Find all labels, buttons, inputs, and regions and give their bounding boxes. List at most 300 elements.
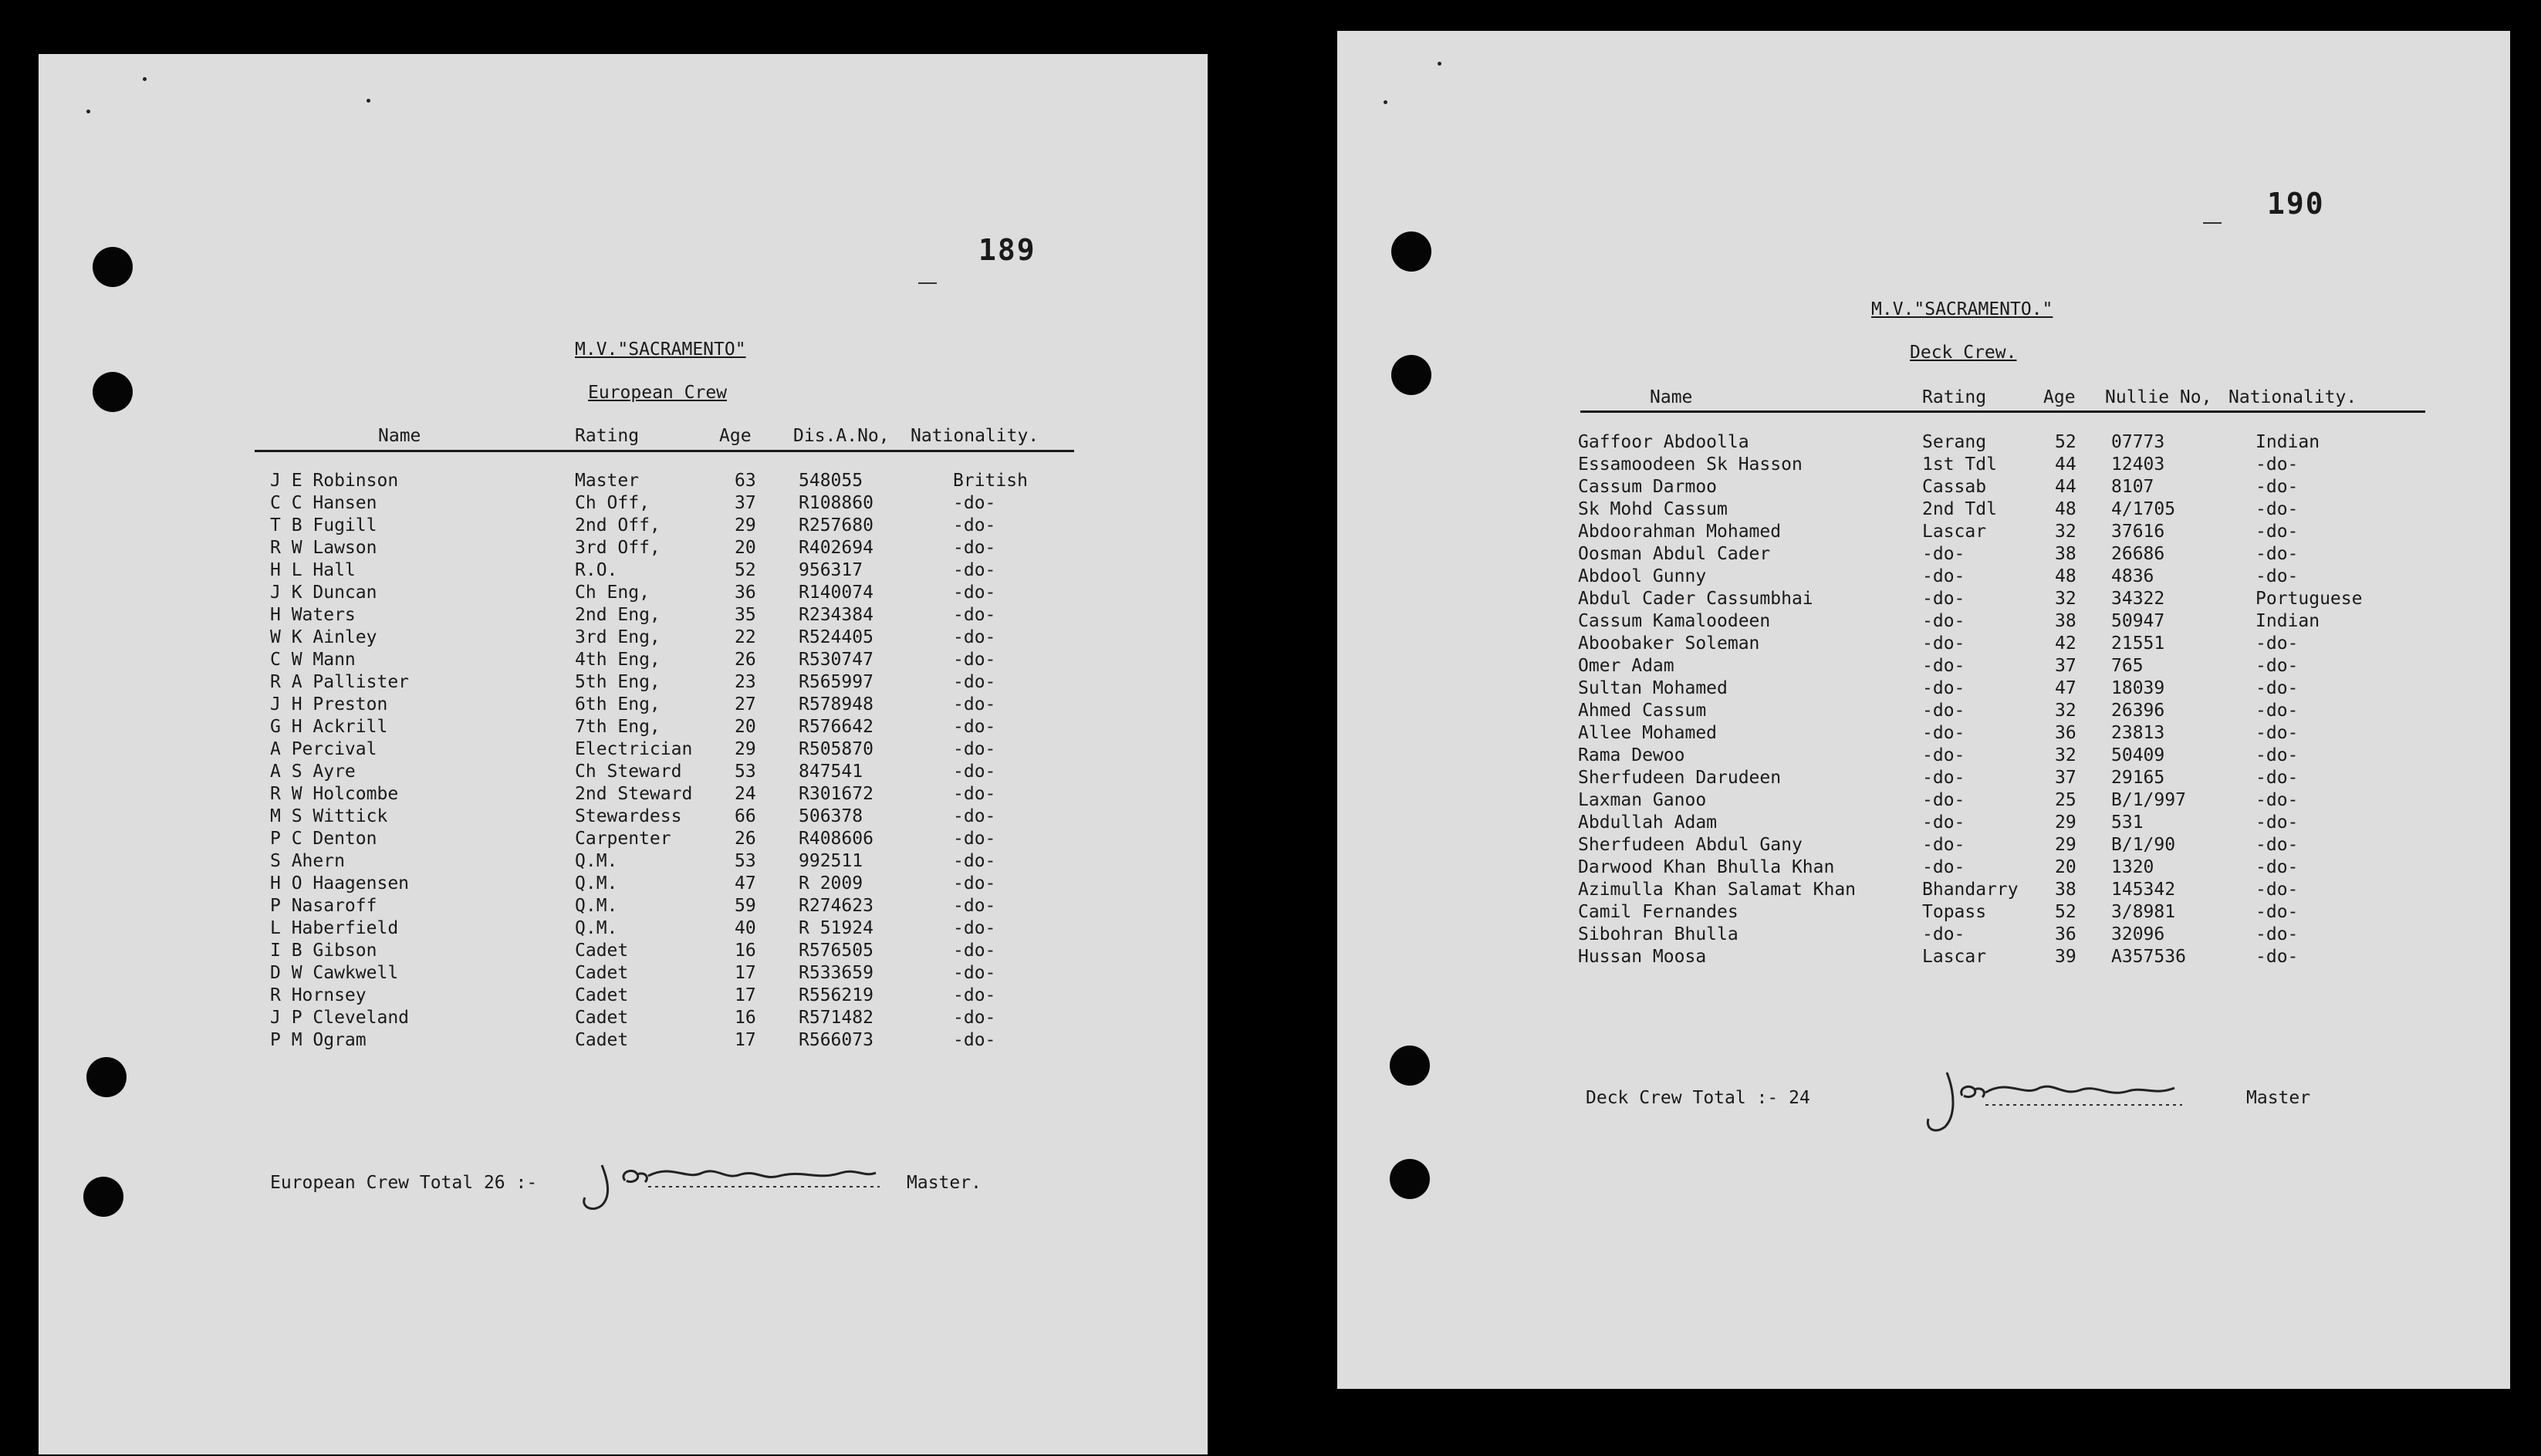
cell-age: 29 — [2055, 812, 2076, 833]
speck — [86, 110, 90, 113]
cell-age: 27 — [735, 694, 756, 714]
cell-name: Sherfudeen Darudeen — [1578, 768, 1782, 788]
cell-nationality: -do- — [953, 784, 996, 804]
cell-name: P Nasaroff — [270, 896, 377, 916]
cell-rating: 2nd Eng, — [575, 605, 661, 625]
table-row — [1337, 454, 2510, 477]
cell-number: 4836 — [2111, 566, 2154, 586]
cell-number: 531 — [2111, 812, 2144, 833]
cell-number: R274623 — [799, 896, 873, 916]
cell-nationality: -do- — [953, 1008, 996, 1028]
cell-name: J P Cleveland — [270, 1008, 410, 1028]
speck — [1438, 62, 1441, 66]
cell-name: M S Wittick — [270, 806, 388, 826]
cell-rating: Q.M. — [575, 851, 618, 871]
cell-rating: 1st Tdl — [1922, 454, 1997, 475]
table-row — [1337, 745, 2510, 768]
table-row — [1337, 947, 2510, 969]
cell-number: R140074 — [799, 583, 873, 603]
cell-number: 3/8981 — [2111, 902, 2176, 922]
cell-age: 29 — [735, 739, 756, 759]
cell-nationality: Indian — [2255, 432, 2320, 452]
cell-nationality: -do- — [2255, 812, 2299, 833]
cell-name: C W Mann — [270, 650, 356, 670]
cell-rating: -do- — [1922, 566, 1965, 586]
punch-hole — [86, 1057, 127, 1097]
cell-name: H L Hall — [270, 560, 356, 580]
table-row — [1337, 924, 2510, 947]
signatory-role: Master — [2246, 1088, 2311, 1108]
cell-number: R408606 — [799, 829, 873, 849]
cell-rating: Ch Off, — [575, 493, 650, 513]
cell-age: 42 — [2055, 633, 2076, 654]
cell-number: 145342 — [2111, 880, 2176, 900]
cell-nationality: -do- — [2255, 544, 2299, 564]
cell-age: 20 — [735, 717, 756, 737]
section-title: Deck Crew. — [1910, 343, 2017, 363]
cell-rating: 5th Eng, — [575, 672, 661, 692]
table-row — [39, 605, 1208, 627]
punch-hole — [1390, 1159, 1430, 1199]
page-number: 189 — [978, 233, 1036, 267]
col-header-name: Name — [1650, 387, 1693, 407]
cell-name: Camil Fernandes — [1578, 902, 1738, 922]
cell-nationality: -do- — [953, 605, 996, 625]
cell-name: Gaffoor Abdoolla — [1578, 432, 1749, 452]
cell-nationality: -do- — [2255, 745, 2299, 765]
cell-nationality: -do- — [2255, 522, 2299, 542]
punch-hole — [1390, 1046, 1430, 1086]
cell-rating: 3rd Off, — [575, 538, 661, 558]
cell-name: C C Hansen — [270, 493, 377, 513]
cell-number: 23813 — [2111, 723, 2165, 743]
cell-age: 52 — [735, 560, 756, 580]
cell-number: R556219 — [799, 985, 873, 1005]
cell-name: Ahmed Cassum — [1578, 701, 1707, 721]
cell-nationality: -do- — [2255, 566, 2299, 586]
cell-nationality: -do- — [953, 963, 996, 983]
cell-name: Allee Mohamed — [1578, 723, 1718, 743]
table-row — [39, 650, 1208, 672]
cell-age: 26 — [735, 829, 756, 849]
cell-number: 956317 — [799, 560, 863, 580]
table-row — [39, 941, 1208, 963]
cell-name: Cassum Darmoo — [1578, 477, 1718, 497]
table-row — [1337, 499, 2510, 522]
cell-number: 26396 — [2111, 701, 2165, 721]
cell-rating: R.O. — [575, 560, 618, 580]
cell-age: 25 — [2055, 790, 2076, 810]
cell-rating: -do- — [1922, 835, 1965, 855]
cell-name: Hussan Moosa — [1578, 947, 1707, 967]
cell-rating: Master — [575, 471, 640, 491]
cell-age: 23 — [735, 672, 756, 692]
cell-nationality: -do- — [953, 985, 996, 1005]
section-title: European Crew — [588, 383, 728, 403]
cell-number: R565997 — [799, 672, 873, 692]
cell-name: Azimulla Khan Salamat Khan — [1578, 880, 1857, 900]
cell-rating: -do- — [1922, 768, 1965, 788]
cell-nationality: -do- — [953, 896, 996, 916]
cell-rating: Cadet — [575, 985, 629, 1005]
cell-age: 44 — [2055, 454, 2076, 475]
cell-rating: -do- — [1922, 924, 1965, 944]
cell-name: P M Ogram — [270, 1030, 367, 1050]
table-row — [1337, 902, 2510, 924]
cell-age: 53 — [735, 851, 756, 871]
cell-age: 52 — [2055, 902, 2076, 922]
cell-nationality: -do- — [953, 515, 996, 535]
cell-age: 47 — [735, 873, 756, 894]
cell-rating: -do- — [1922, 589, 1965, 609]
cell-number: 50409 — [2111, 745, 2165, 765]
table-row — [1337, 432, 2510, 454]
cell-name: R W Holcombe — [270, 784, 399, 804]
cell-age: 37 — [2055, 656, 2076, 676]
cell-name: Sibohran Bhulla — [1578, 924, 1738, 944]
cell-rating: 7th Eng, — [575, 717, 661, 737]
cell-nationality: -do- — [953, 650, 996, 670]
cell-rating: -do- — [1922, 611, 1965, 631]
cell-nationality: -do- — [953, 583, 996, 603]
cell-nationality: -do- — [953, 739, 996, 759]
cell-rating: 2nd Steward — [575, 784, 693, 804]
table-row — [39, 896, 1208, 918]
cell-age: 16 — [735, 941, 756, 961]
right-document-page — [1337, 31, 2510, 1389]
table-row — [39, 493, 1208, 515]
cell-name: Oosman Abdul Cader — [1578, 544, 1771, 564]
crew-total: Deck Crew Total :- 24 — [1586, 1088, 1810, 1108]
cell-name: A S Ayre — [270, 762, 356, 782]
cell-rating: 3rd Eng, — [575, 627, 661, 647]
cell-number: R524405 — [799, 627, 873, 647]
cell-rating: 4th Eng, — [575, 650, 661, 670]
cell-name: R A Pallister — [270, 672, 410, 692]
cell-name: Abdool Gunny — [1578, 566, 1707, 586]
table-row — [1337, 656, 2510, 678]
cell-rating: Cassab — [1922, 477, 1987, 497]
cell-number: 32096 — [2111, 924, 2165, 944]
cell-age: 32 — [2055, 589, 2076, 609]
cell-age: 26 — [735, 650, 756, 670]
cell-nationality: -do- — [2255, 499, 2299, 519]
cell-age: 36 — [735, 583, 756, 603]
cell-nationality: -do- — [953, 762, 996, 782]
cell-name: H O Haagensen — [270, 873, 410, 894]
cell-number: R505870 — [799, 739, 873, 759]
table-row — [1337, 566, 2510, 589]
cell-age: 35 — [735, 605, 756, 625]
table-row — [1337, 857, 2510, 880]
cell-number: R576642 — [799, 717, 873, 737]
cell-name: I B Gibson — [270, 941, 377, 961]
cell-number: R566073 — [799, 1030, 873, 1050]
cell-number: 26686 — [2111, 544, 2165, 564]
cell-age: 40 — [735, 918, 756, 938]
cell-number: 506378 — [799, 806, 863, 826]
page-number: 190 — [2267, 187, 2325, 221]
table-row — [39, 985, 1208, 1008]
cell-name: Abdullah Adam — [1578, 812, 1718, 833]
cell-rating: 2nd Tdl — [1922, 499, 1997, 519]
punch-hole — [93, 247, 133, 287]
cell-number: 4/1705 — [2111, 499, 2176, 519]
cell-nationality: -do- — [2255, 924, 2299, 944]
cell-number: 18039 — [2111, 678, 2165, 698]
col-header-age: Age — [719, 426, 752, 446]
cell-rating: Lascar — [1922, 947, 1987, 967]
table-row — [39, 806, 1208, 829]
cell-number: 847541 — [799, 762, 863, 782]
table-row — [1337, 768, 2510, 790]
table-row — [39, 471, 1208, 493]
cell-rating: Carpenter — [575, 829, 671, 849]
col-header-age: Age — [2043, 387, 2076, 407]
cell-name: Rama Dewoo — [1578, 745, 1685, 765]
cell-age: 20 — [735, 538, 756, 558]
cell-name: Essamoodeen Sk Hasson — [1578, 454, 1803, 475]
cell-rating: Cadet — [575, 1030, 629, 1050]
cell-age: 16 — [735, 1008, 756, 1028]
cell-rating: Cadet — [575, 1008, 629, 1028]
cell-age: 29 — [735, 515, 756, 535]
speck — [1384, 100, 1387, 104]
col-header-nationality: Nationality. — [2228, 387, 2357, 407]
cell-nationality: -do- — [953, 560, 996, 580]
cell-nationality: -do- — [2255, 678, 2299, 698]
table-row — [39, 515, 1208, 538]
cell-rating: Ch Steward — [575, 762, 682, 782]
cell-nationality: -do- — [953, 694, 996, 714]
cell-number: R530747 — [799, 650, 873, 670]
cell-nationality: -do- — [953, 941, 996, 961]
cell-name: J E Robinson — [270, 471, 399, 491]
pencil-mark — [918, 282, 937, 284]
cell-number: 12403 — [2111, 454, 2165, 475]
cell-rating: Serang — [1922, 432, 1987, 452]
cell-nationality: British — [953, 471, 1028, 491]
cell-age: 59 — [735, 896, 756, 916]
cell-age: 48 — [2055, 499, 2076, 519]
cell-age: 32 — [2055, 701, 2076, 721]
cell-name: Cassum Kamaloodeen — [1578, 611, 1771, 631]
table-row — [1337, 633, 2510, 656]
table-row — [1337, 611, 2510, 633]
cell-name: Omer Adam — [1578, 656, 1674, 676]
cell-rating: 2nd Off, — [575, 515, 661, 535]
cell-rating: Q.M. — [575, 918, 618, 938]
table-row — [39, 672, 1208, 694]
vessel-title: M.V."SACRAMENTO." — [1871, 299, 2053, 319]
cell-age: 17 — [735, 1030, 756, 1050]
cell-name: W K Ainley — [270, 627, 377, 647]
table-row — [1337, 835, 2510, 857]
cell-nationality: -do- — [2255, 768, 2299, 788]
cell-rating: -do- — [1922, 790, 1965, 810]
cell-nationality: -do- — [2255, 835, 2299, 855]
cell-rating: -do- — [1922, 723, 1965, 743]
cell-number: 34322 — [2111, 589, 2165, 609]
table-row — [39, 717, 1208, 739]
cell-age: 53 — [735, 762, 756, 782]
cell-age: 22 — [735, 627, 756, 647]
speck — [143, 77, 147, 81]
cell-age: 48 — [2055, 566, 2076, 586]
cell-rating: -do- — [1922, 633, 1965, 654]
table-row — [1337, 522, 2510, 544]
cell-number: 1320 — [2111, 857, 2154, 877]
table-row — [39, 784, 1208, 806]
cell-age: 66 — [735, 806, 756, 826]
col-header-nationality: Nationality. — [911, 426, 1039, 446]
cell-number: R301672 — [799, 784, 873, 804]
cell-rating: Topass — [1922, 902, 1987, 922]
cell-rating: -do- — [1922, 678, 1965, 698]
cell-nationality: -do- — [2255, 656, 2299, 676]
table-row — [39, 851, 1208, 873]
cell-number: R257680 — [799, 515, 873, 535]
cell-number: R 51924 — [799, 918, 873, 938]
cell-number: B/1/997 — [2111, 790, 2186, 810]
cell-name: D W Cawkwell — [270, 963, 399, 983]
cell-number: R533659 — [799, 963, 873, 983]
cell-number: R571482 — [799, 1008, 873, 1028]
cell-age: 37 — [735, 493, 756, 513]
cell-rating: Stewardess — [575, 806, 682, 826]
cell-age: 63 — [735, 471, 756, 491]
punch-hole — [1391, 355, 1431, 395]
cell-nationality: -do- — [953, 806, 996, 826]
cell-name: T B Fugill — [270, 515, 377, 535]
cell-nationality: -do- — [2255, 790, 2299, 810]
cell-number: 765 — [2111, 656, 2144, 676]
cell-nationality: -do- — [2255, 477, 2299, 497]
cell-nationality: -do- — [2255, 723, 2299, 743]
left-document-page — [39, 54, 1208, 1454]
cell-rating: Cadet — [575, 941, 629, 961]
col-header-dis-no: Dis.A.No, — [793, 426, 890, 446]
master-signature — [1908, 1065, 2232, 1142]
cell-name: Sultan Mohamed — [1578, 678, 1728, 698]
cell-number: 548055 — [799, 471, 863, 491]
cell-nationality: -do- — [953, 873, 996, 894]
cell-rating: -do- — [1922, 544, 1965, 564]
cell-age: 36 — [2055, 723, 2076, 743]
cell-name: Darwood Khan Bhulla Khan — [1578, 857, 1835, 877]
cell-age: 47 — [2055, 678, 2076, 698]
cell-number: 50947 — [2111, 611, 2165, 631]
cell-nationality: -do- — [953, 672, 996, 692]
punch-hole — [83, 1177, 123, 1217]
cell-number: 21551 — [2111, 633, 2165, 654]
table-row — [1337, 880, 2510, 902]
cell-age: 24 — [735, 784, 756, 804]
cell-name: L Haberfield — [270, 918, 399, 938]
table-row — [1337, 678, 2510, 701]
cell-name: J K Duncan — [270, 583, 377, 603]
cell-nationality: -do- — [2255, 701, 2299, 721]
cell-age: 17 — [735, 985, 756, 1005]
cell-number: R576505 — [799, 941, 873, 961]
cell-number: 07773 — [2111, 432, 2165, 452]
cell-age: 17 — [735, 963, 756, 983]
table-row — [1337, 701, 2510, 723]
cell-nationality: -do- — [2255, 880, 2299, 900]
cell-number: R402694 — [799, 538, 873, 558]
cell-rating: Ch Eng, — [575, 583, 650, 603]
table-row — [39, 583, 1208, 605]
table-row — [39, 560, 1208, 583]
table-row — [39, 627, 1208, 650]
speck — [367, 99, 370, 103]
cell-age: 39 — [2055, 947, 2076, 967]
col-header-rating: Rating — [1922, 387, 1987, 407]
cell-rating: Q.M. — [575, 896, 618, 916]
table-row — [1337, 589, 2510, 611]
header-rule — [255, 450, 1074, 452]
table-row — [1337, 477, 2510, 499]
table-row — [39, 1030, 1208, 1052]
cell-nationality: -do- — [953, 851, 996, 871]
cell-age: 38 — [2055, 611, 2076, 631]
table-row — [1337, 812, 2510, 835]
cell-nationality: -do- — [2255, 454, 2299, 475]
cell-rating: Lascar — [1922, 522, 1987, 542]
cell-rating: -do- — [1922, 656, 1965, 676]
table-row — [39, 918, 1208, 941]
pencil-mark — [2203, 222, 2222, 224]
table-row — [39, 538, 1208, 560]
cell-name: A Percival — [270, 739, 377, 759]
cell-number: 8107 — [2111, 477, 2154, 497]
cell-nationality: -do- — [953, 1030, 996, 1050]
cell-number: R108860 — [799, 493, 873, 513]
cell-rating: Bhandarry — [1922, 880, 2019, 900]
cell-rating: -do- — [1922, 701, 1965, 721]
header-rule — [1580, 410, 2425, 413]
cell-age: 38 — [2055, 544, 2076, 564]
crew-total: European Crew Total 26 :- — [270, 1173, 538, 1193]
cell-name: Aboobaker Soleman — [1578, 633, 1760, 654]
cell-rating: -do- — [1922, 812, 1965, 833]
master-signature — [571, 1150, 941, 1219]
col-header-nullie-no: Nullie No, — [2105, 387, 2212, 407]
cell-nationality: -do- — [953, 829, 996, 849]
cell-name: P C Denton — [270, 829, 377, 849]
cell-age: 38 — [2055, 880, 2076, 900]
table-row — [1337, 723, 2510, 745]
vessel-title: M.V."SACRAMENTO" — [575, 340, 746, 360]
cell-nationality: -do- — [953, 717, 996, 737]
cell-number: 29165 — [2111, 768, 2165, 788]
cell-age: 37 — [2055, 768, 2076, 788]
cell-number: B/1/90 — [2111, 835, 2176, 855]
cell-name: S Ahern — [270, 851, 345, 871]
cell-nationality: -do- — [953, 538, 996, 558]
table-row — [1337, 790, 2510, 812]
table-row — [39, 963, 1208, 985]
cell-nationality: Portuguese — [2255, 589, 2363, 609]
cell-nationality: -do- — [2255, 633, 2299, 654]
table-row — [1337, 544, 2510, 566]
cell-age: 52 — [2055, 432, 2076, 452]
signatory-role: Master. — [907, 1173, 982, 1193]
cell-rating: Cadet — [575, 963, 629, 983]
cell-nationality: Indian — [2255, 611, 2320, 631]
cell-number: 992511 — [799, 851, 863, 871]
cell-rating: -do- — [1922, 857, 1965, 877]
